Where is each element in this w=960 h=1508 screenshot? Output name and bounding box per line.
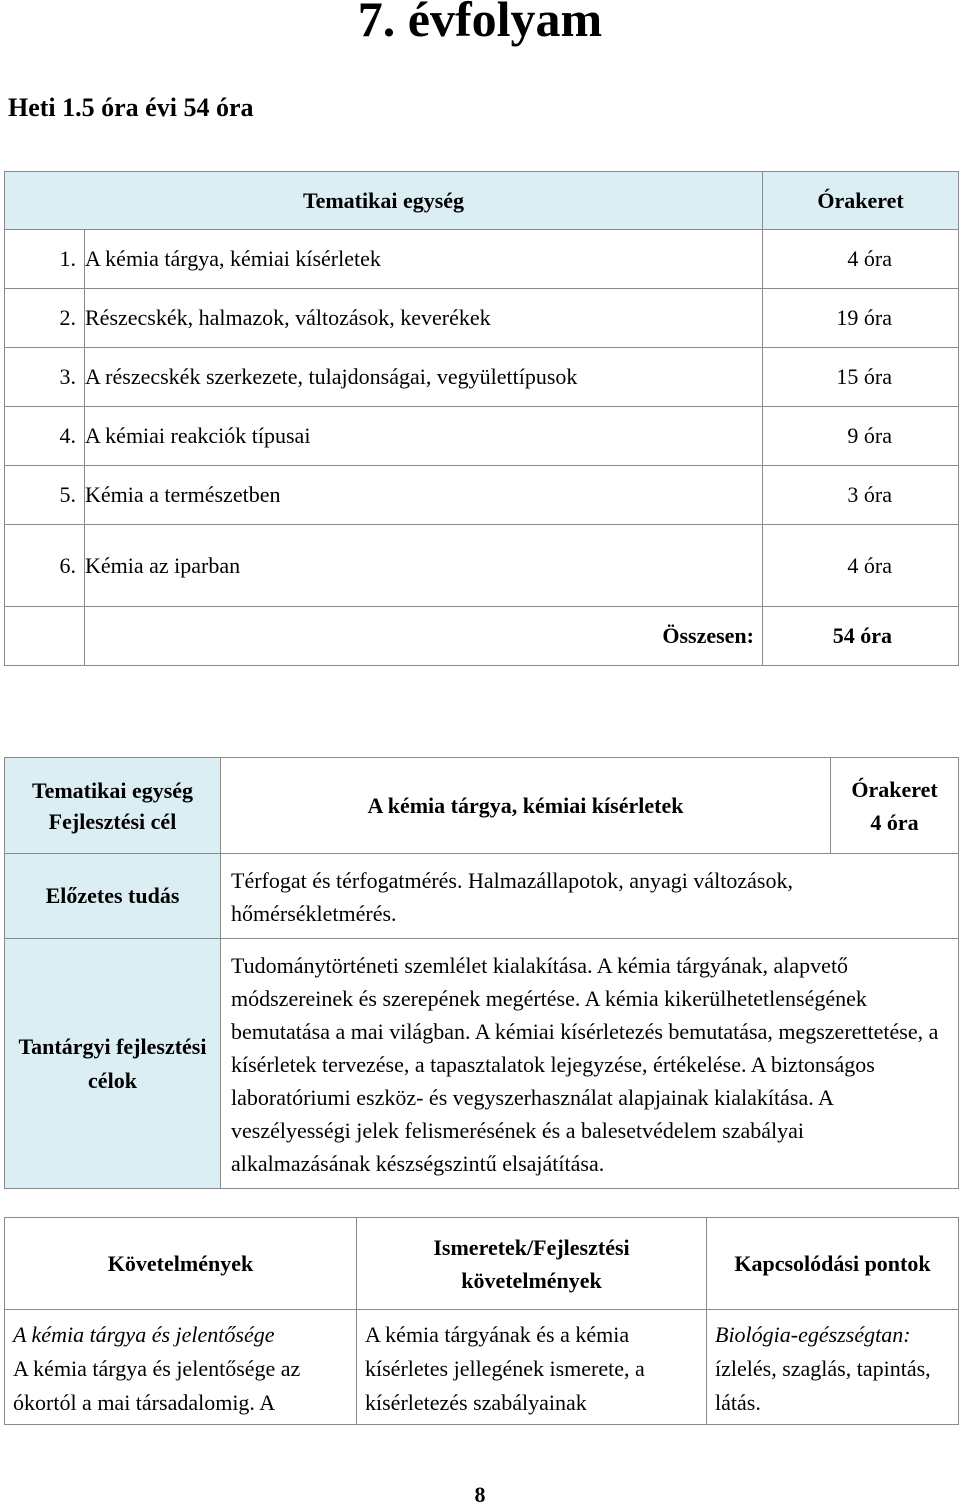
requirements-header: Követelmények [5, 1218, 357, 1310]
row-topic: A kémiai reakciók típusai [85, 407, 763, 466]
unit-hours-value: 4 óra [870, 809, 919, 835]
weekly-hours-line: Heti 1.5 óra évi 54 óra [8, 93, 254, 122]
summary-table [4, 171, 959, 666]
row-topic: Kémia a természetben [85, 466, 763, 525]
connections-header: Kapcsolódási pontok [707, 1218, 959, 1310]
row-hours: 15 óra [763, 348, 959, 407]
knowledge-cell [357, 1310, 707, 1425]
total-empty-cell [5, 607, 85, 666]
prior-knowledge-text: Térfogat és térfogatmérés. Halmazállapotok, anyagi változások, hőmérsékletmérés. [221, 854, 959, 939]
table-row [5, 230, 959, 289]
development-goals-text: Tudománytörténeti szemlélet kialakítása. A kémia tárgyának, alapvető módszereinek és szerepének megértése. A kémia kikerülhetetlenségének bemutatása a mai világban. A kémiai kísérletezés bemutatása, megszerettetése, a kísérletek tervezése, a tapasztalatok lejegyzése, értékelése. A biztonságos laboratóriumi eszköz- és vegyszerhasználat alapjainak kialakítása. A veszélyességi jelek felismerésének és a balesetvédelem szabályai alkalmazásának készségszintű elsajátítása. [221, 939, 959, 1189]
requirements-header-row [5, 1218, 959, 1310]
unit-label-cell [5, 758, 221, 854]
table-row [5, 525, 959, 607]
row-number: 6. [5, 525, 85, 607]
prior-knowledge-row [5, 854, 959, 939]
row-number: 2. [5, 289, 85, 348]
summary-header-row [5, 172, 959, 230]
development-goals-label: Tantárgyi fejlesztési célok [5, 939, 221, 1189]
prior-knowledge-label: Előzetes tudás [5, 854, 221, 939]
unit-hours-label: Órakeret [851, 776, 938, 802]
unit-label-line1: Tematikai egység [31, 777, 194, 803]
development-goals-row [5, 939, 959, 1189]
unit-table [4, 757, 959, 1189]
row-topic: Részecskék, halmazok, változások, keverékek [85, 289, 763, 348]
connections-subtitle: Biológia-egészségtan: [715, 1322, 911, 1347]
row-topic: A kémia tárgya, kémiai kísérletek [85, 230, 763, 289]
page-title: 7. évfolyam [357, 0, 603, 47]
knowledge-header: Ismeretek/Fejlesztési követelmények [357, 1218, 707, 1310]
unit-title: A kémia tárgya, kémiai kísérletek [221, 758, 831, 854]
unit-header-row [5, 758, 959, 854]
summary-header-hours: Órakeret [763, 172, 959, 230]
row-number: 4. [5, 407, 85, 466]
row-topic: Kémia az iparban [85, 525, 763, 607]
row-number: 1. [5, 230, 85, 289]
knowledge-text: A kémia tárgyának és a kémia kísérletes jellegének ismerete, a kísérletezés szabályainak [365, 1322, 645, 1415]
requirements-text: A kémia tárgya és jelentősége az ókortól a mai társadalomig. A [13, 1356, 301, 1415]
summary-total-row [5, 607, 959, 666]
requirements-subtitle: A kémia tárgya és jelentősége [13, 1322, 275, 1347]
row-number: 3. [5, 348, 85, 407]
connections-cell [707, 1310, 959, 1425]
table-row [5, 289, 959, 348]
total-value: 54 óra [763, 607, 959, 666]
total-label: Összesen: [85, 607, 763, 666]
requirements-table [4, 1217, 959, 1425]
row-hours: 4 óra [763, 230, 959, 289]
unit-hours-cell [831, 758, 959, 854]
table-row [5, 466, 959, 525]
summary-header-topic: Tematikai egység [5, 172, 763, 230]
page-number: 8 [474, 1482, 486, 1507]
requirements-cell [5, 1310, 357, 1425]
row-number: 5. [5, 466, 85, 525]
table-row [5, 348, 959, 407]
unit-label-line2: Fejlesztési cél [48, 808, 177, 834]
connections-text: ízlelés, szaglás, tapintás, látás. [715, 1356, 931, 1415]
row-hours: 4 óra [763, 525, 959, 607]
table-row [5, 407, 959, 466]
row-topic: A részecskék szerkezete, tulajdonságai, vegyülettípusok [85, 348, 763, 407]
row-hours: 3 óra [763, 466, 959, 525]
row-hours: 9 óra [763, 407, 959, 466]
requirements-body-row [5, 1310, 959, 1425]
row-hours: 19 óra [763, 289, 959, 348]
